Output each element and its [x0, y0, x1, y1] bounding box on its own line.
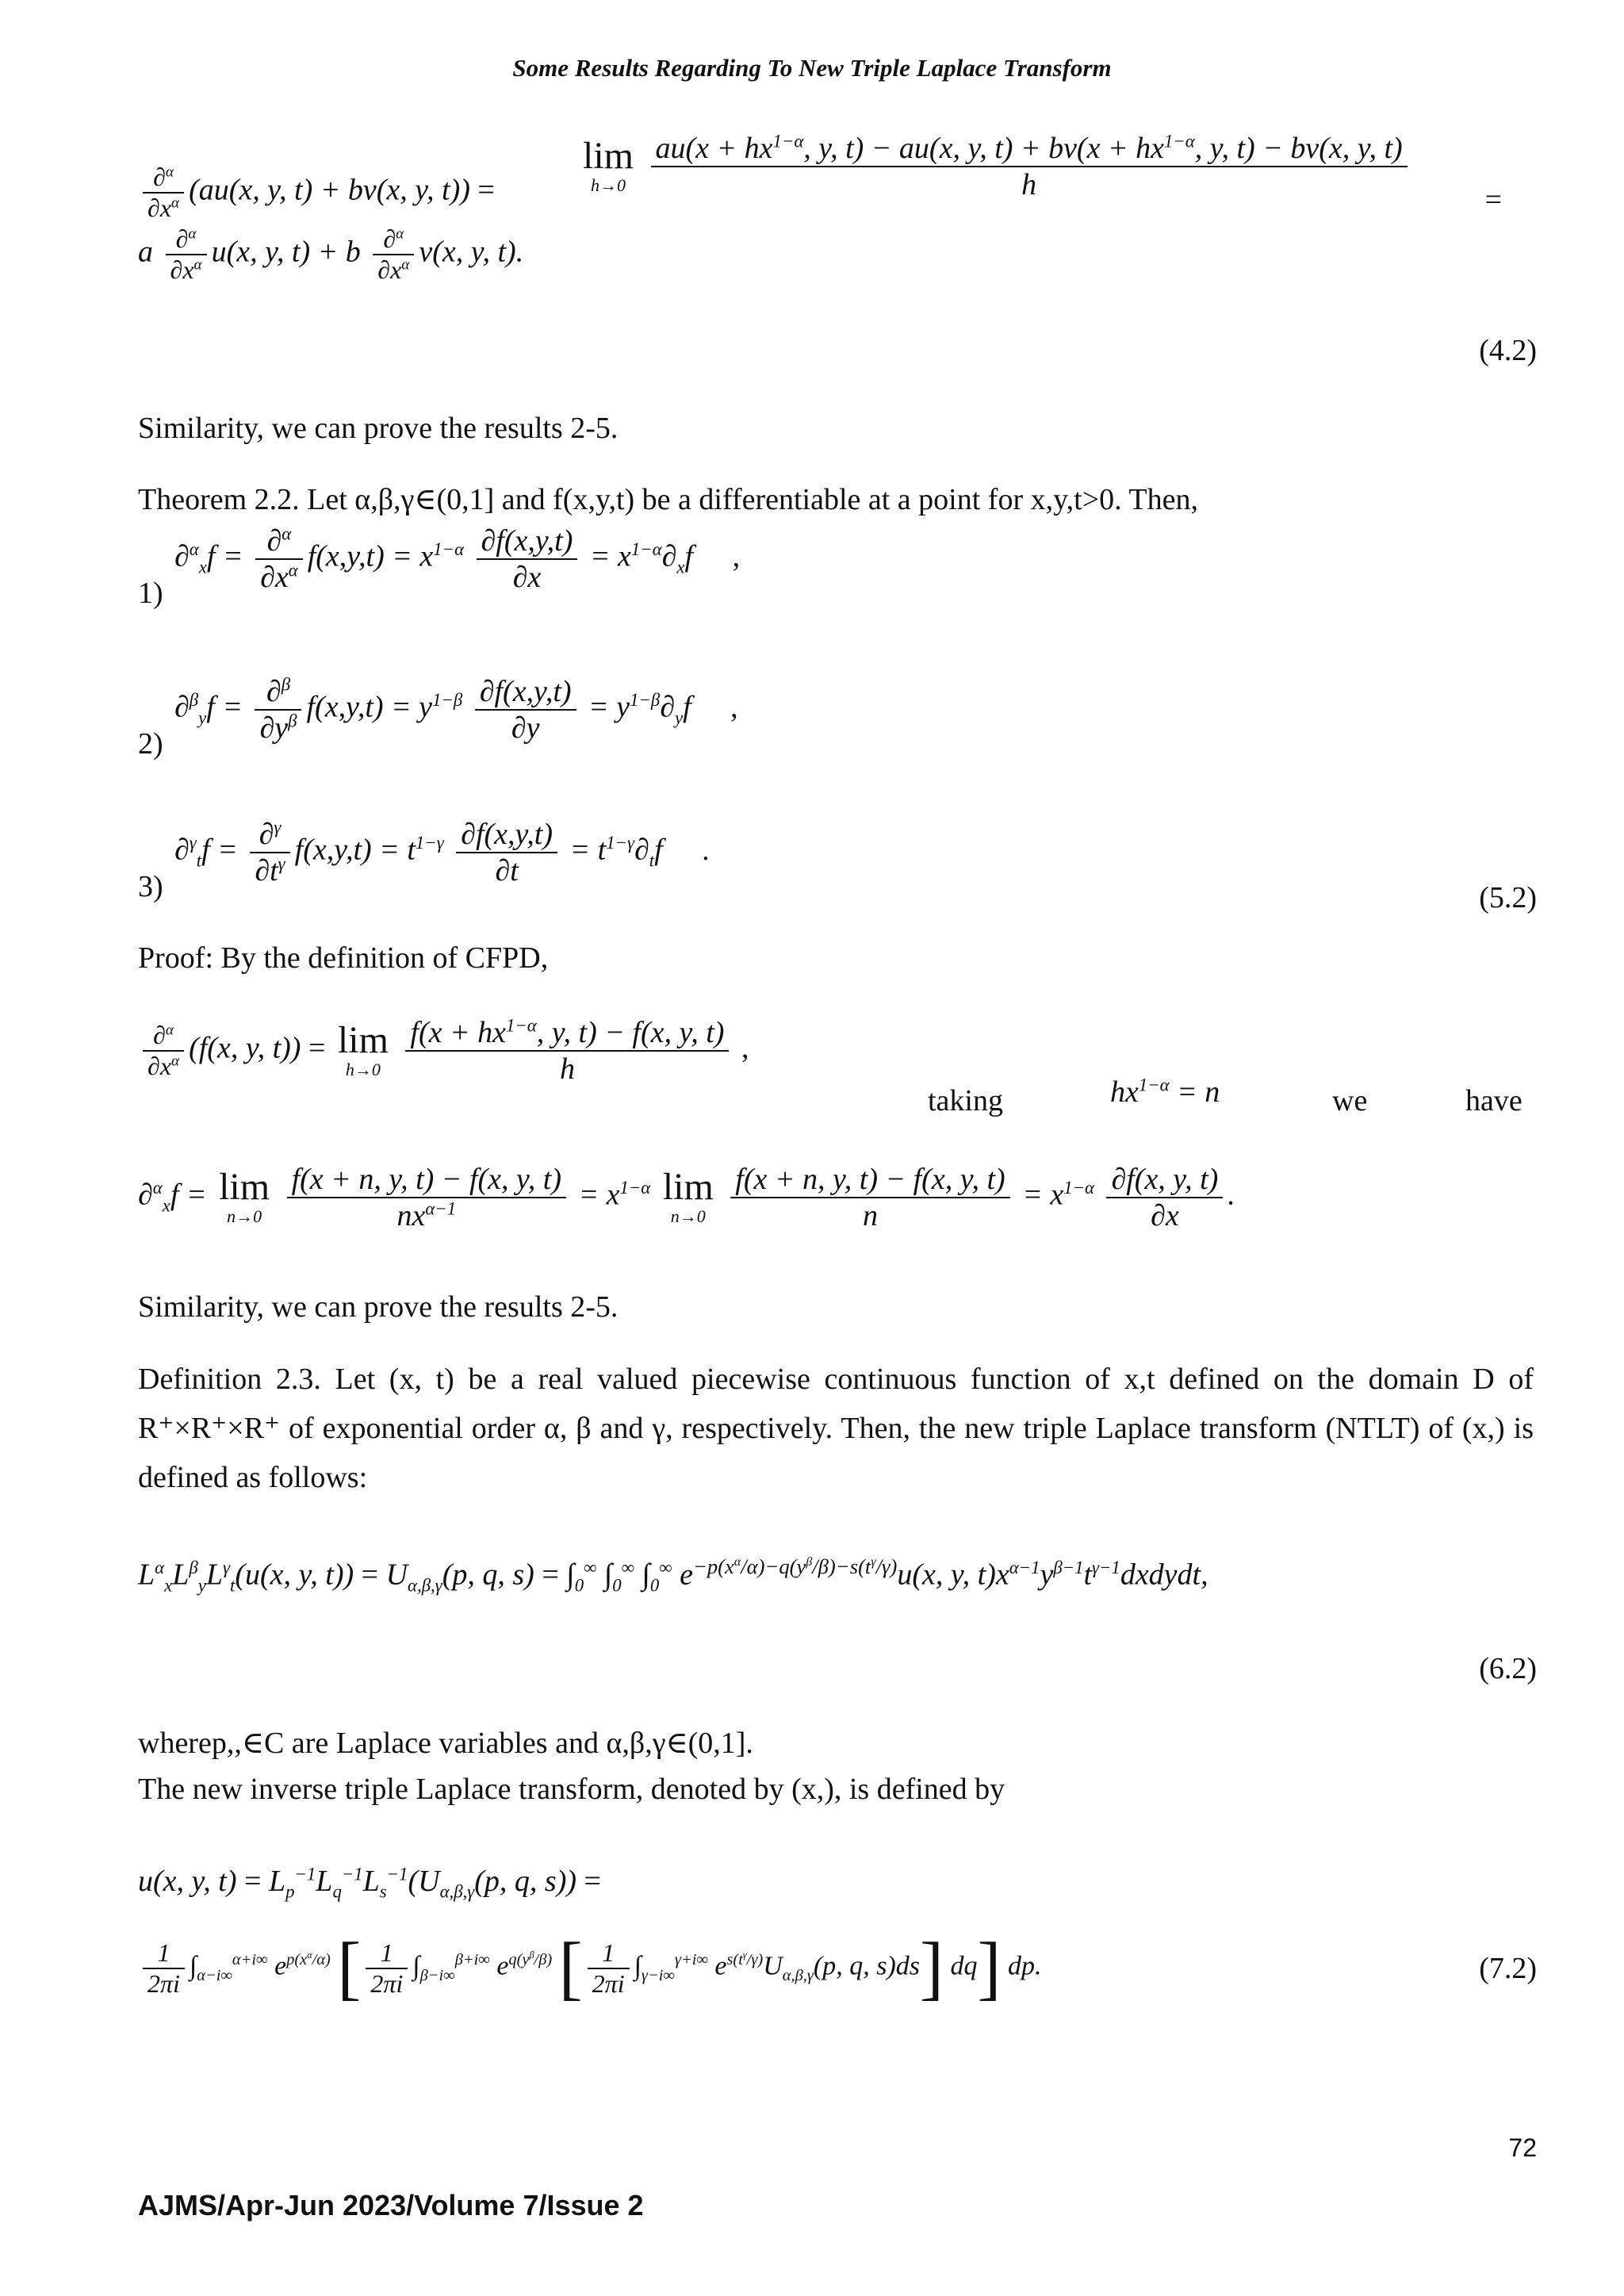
running-title: Some Results Regarding To New Triple Laplace Transform	[512, 54, 1112, 82]
similarity-text: Similarity, we can prove the results 2-5.	[138, 412, 619, 445]
journal-footer: AJMS/Apr-Jun 2023/Volume 7/Issue 2	[138, 2189, 644, 2221]
definition-2-3: Definition 2.3. Let (x, t) be a real valued piecewise continuous function of x,t defined on the domain D of R⁺×R⁺×R⁺ of exponential order α, β and γ, respectively. Then, the new triple Laplace transform (NTLT) of (x,) is defined as follows:	[138, 1363, 1534, 1494]
equation-7-2-integral: $\frac{1}{2\pi i}$ $\int_{\alpha-i\infty}^{\alpha+i\infty}$ $e^{p(x^\alpha/\alpha)}$ [ $\frac{1}{2\pi i}$ $\int_{\beta-i\infty}^{\beta+i\infty}$ $e^{q(y^\beta/\beta)}$ [ $\frac{1}{2\pi i}$ $\int_{\gamma-i\infty}^{\gamma+i\infty}$ $e^{s(t^\gamma/\gamma)}U_{\alpha,\beta,\gamma}(p$, q, s)ds] dq] dp.	[138, 1927, 1041, 2009]
we-word: we	[1332, 1084, 1368, 1117]
equation-number: (5.2)	[1479, 881, 1537, 914]
equation-7-2: u(x, y, $t) = L_p^{-1}L_q^{-1}L_s^{-1}(U_{\alpha,\beta,\gamma}(p$, q, s)) =	[138, 1864, 601, 1902]
equation-number: (4.2)	[1479, 334, 1537, 367]
substitution: $hx^{1-\alpha} = n$	[1110, 1075, 1220, 1109]
where-text: wherep,,∈C are Laplace variables and α,β,γ∈(0,1].	[138, 1727, 753, 1760]
equation-6-2: $L^\alpha_xL^\beta_yL^\gamma_t(u(x$, y, $t)) = U_{\alpha,\beta,\gamma}(p$, q, $s) = \int_0^\infty$ $\int_0^\infty$ $\int_0^\infty$ $e^{-p(x^\alpha/\alpha)-q(y^\beta/\beta)-s(t^\gamma/\gamma)}u(x$, y, $t)x^{\alpha-1}y^{\beta-1}t^{\gamma-1}dxdydt$,	[138, 1554, 1208, 1596]
proof-limit-equation: $\frac{\partial^\alpha}{\partial x^\alpha}$ (f(x, y, t)) = lim h→0 $\frac{f(x + hx^{1-\alpha}, y, t) - f(x, y, t)}{h}$ ,	[138, 1015, 749, 1087]
proof-text: Proof: By the definition of CFPD,	[138, 941, 549, 975]
theorem-item-2: ∂$^\beta_y$f = $\frac{\partial^\beta}{\partial y^\beta}$ $f(x,y,t) = y^{1-\beta}$ $\frac{\partial f(x,y,t)}{\partial y}$ = $y^{1-\beta}\partial_yf$ ,	[174, 674, 738, 745]
proof-result-equation: ∂$^\alpha_x$f = lim n→0 $\frac{f(x + n, y, t) - f(x, y, t)}{nx^{\alpha-1}}$ = $x^{1-\alpha}$ lim n→0 $\frac{f(x + n, y, t) - f(x, y, t)}{n}$ = $x^{1-\alpha}$ $\frac{\partial f(x, y, t)}{\partial x}$ .	[138, 1163, 1235, 1232]
page-number: 72	[1508, 2133, 1537, 2162]
inverse-intro: The new inverse triple Laplace transform, denoted by (x,), is defined by	[138, 1773, 1005, 1806]
theorem-item-1: ∂$^\alpha_x$f = $\frac{\partial^\alpha}{\partial x^\alpha}$ $f(x,y,t) = x^{1-\alpha}$ $\frac{\partial f(x,y,t)}{\partial x}$ = $x^{1-\alpha}\partial_xf$ ,	[174, 523, 741, 594]
theorem-2-2: Theorem 2.2. Let α,β,γ∈(0,1] and f(x,y,t) be a differentiable at a point for x,y,t>0. Then,	[138, 483, 1199, 516]
item-label-3: 3)	[138, 870, 163, 903]
taking-word: taking	[928, 1084, 1003, 1117]
theorem-item-3: ∂$^\gamma_t$f = $\frac{\partial^\gamma}{\partial t^\gamma}$ $f(x,y,t) = t^{1-\gamma}$ $\frac{\partial f(x,y,t)}{\partial t}$ = $t^{1-\gamma}\partial_tf$ .	[174, 817, 710, 887]
equation-number: (7.2)	[1479, 1952, 1537, 1985]
equation-number: (6.2)	[1479, 1652, 1537, 1685]
have-word: have	[1465, 1084, 1522, 1117]
similarity-text: Similarity, we can prove the results 2-5.	[138, 1290, 619, 1324]
item-label-1: 1)	[138, 577, 163, 610]
item-label-2: 2)	[138, 727, 163, 761]
